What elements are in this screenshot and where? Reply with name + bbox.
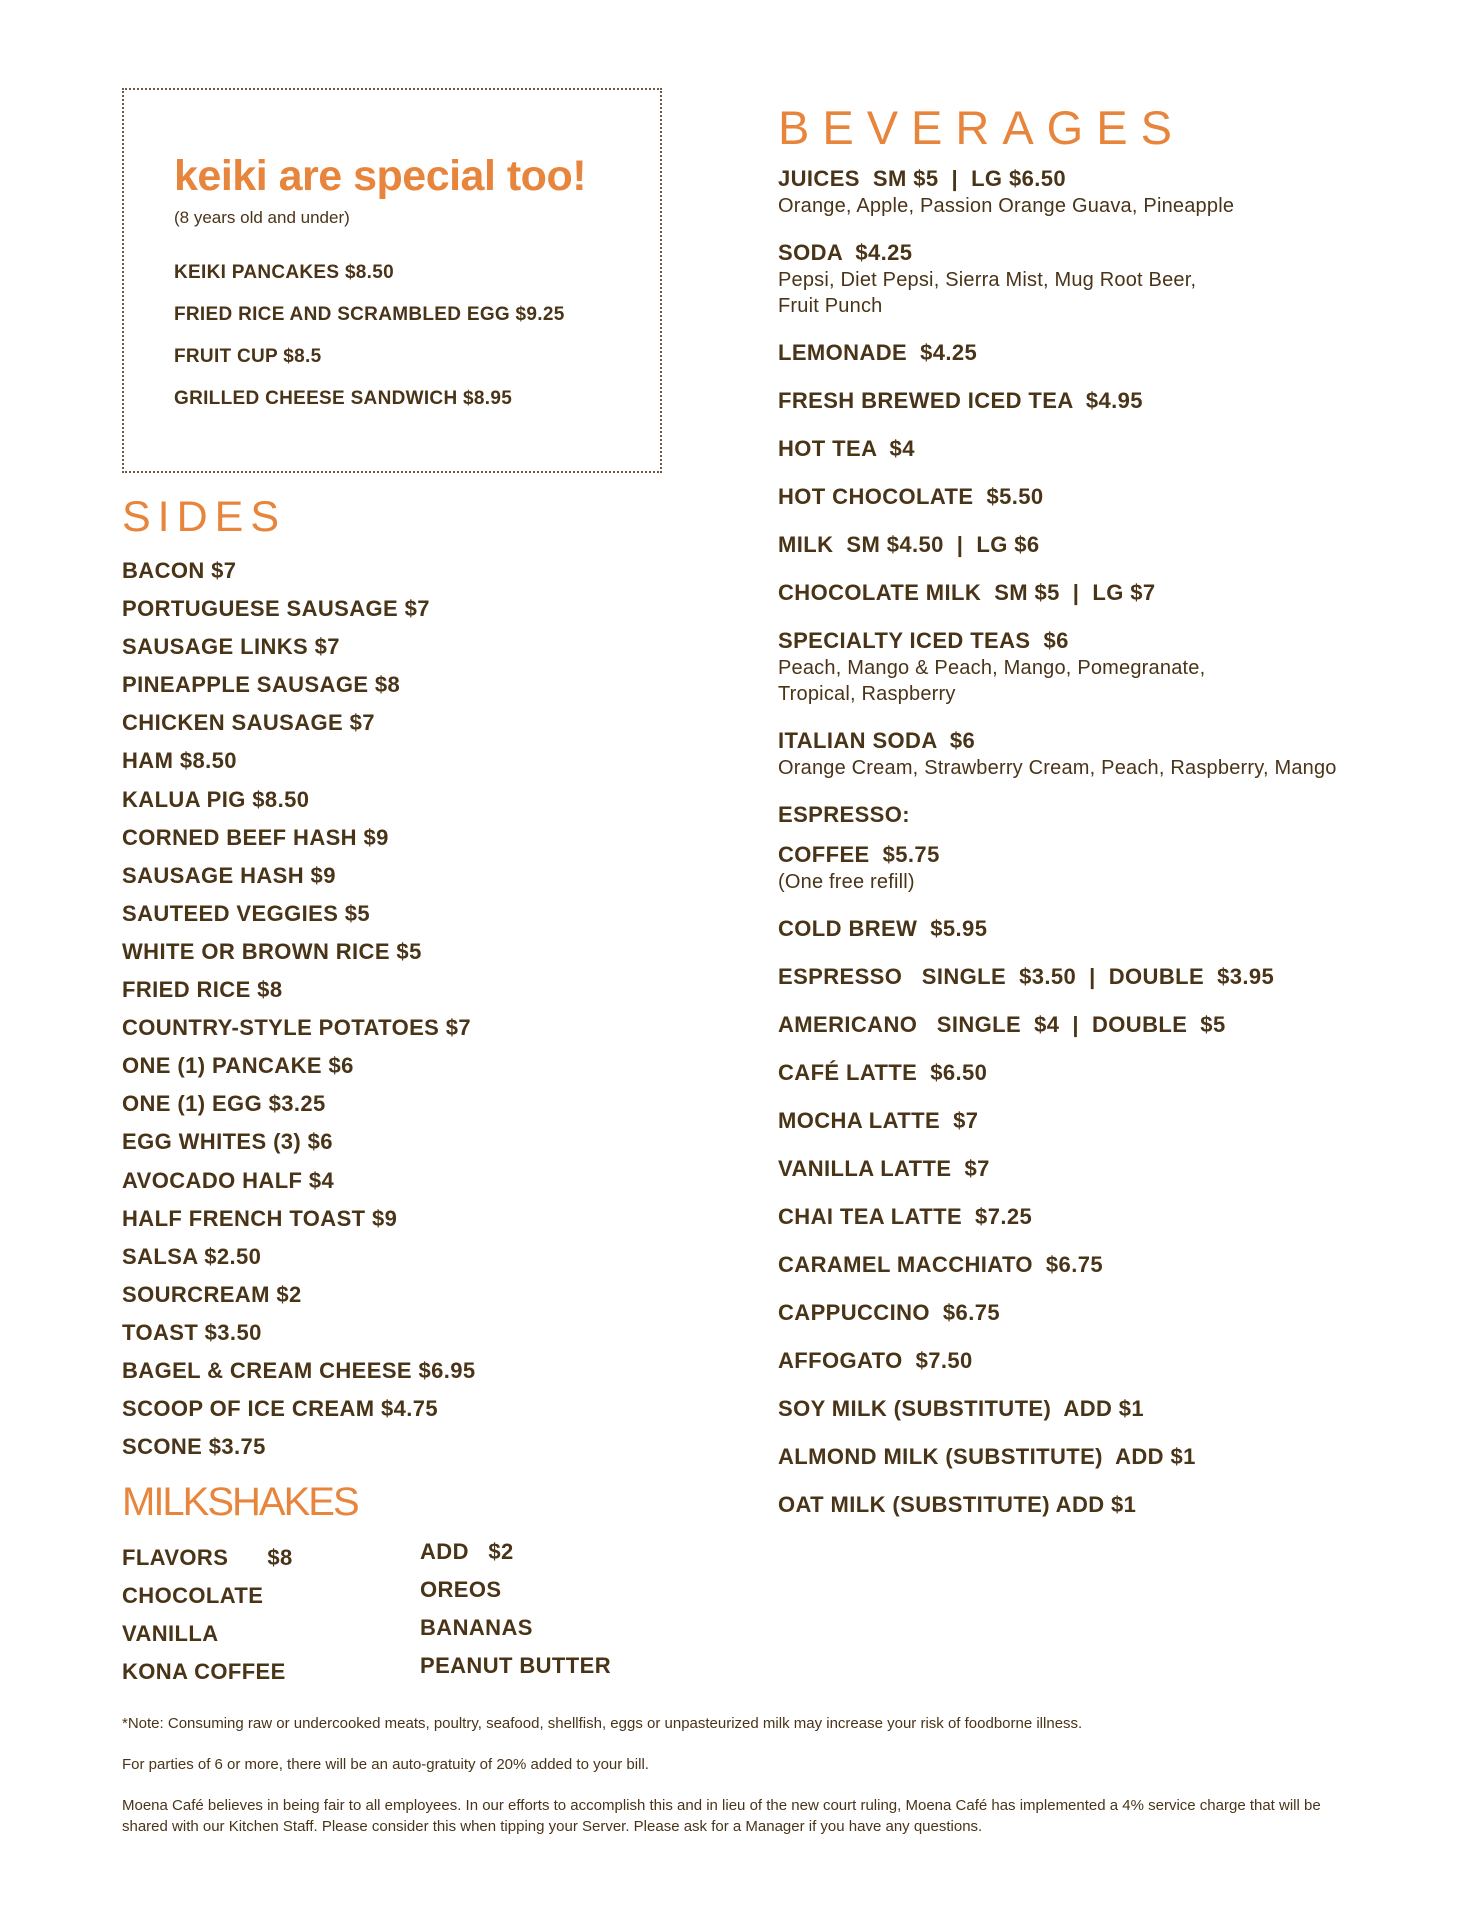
sides-title: SIDES [122,493,287,541]
beverage-description: Peach, Mango & Peach, Mango, Pomegranate, [778,657,1206,679]
beverage-description: Orange, Apple, Passion Orange Guava, Pineapple [778,195,1235,217]
milkshakes-grid [122,1539,742,1691]
side-item: BAGEL & CREAM CHEESE $6.95 [122,1357,476,1383]
side-item: SAUTEED VEGGIES $5 [122,900,371,926]
keiki-title: keiki are special too! [174,152,587,200]
beverage-name: VANILLA LATTE $7 [778,1156,990,1181]
beverage-item [778,1491,1418,1519]
side-item: KALUA PIG $8.50 [122,786,310,812]
beverage-name: SODA $4.25 [778,240,913,265]
beverage-item [778,1395,1418,1423]
beverage-name: CHAI TEA LATTE $7.25 [778,1204,1033,1229]
side-item: CORNED BEEF HASH $9 [122,824,389,850]
milkshake-addon: PEANUT BUTTER [420,1653,611,1679]
beverage-description: Pepsi, Diet Pepsi, Sierra Mist, Mug Root Beer, [778,269,1197,291]
milkshake-flavor: FLAVORS $8 [122,1545,293,1571]
beverage-name: JUICES SM $5 | LG $6.50 [778,166,1066,191]
side-item: HALF FRENCH TOAST $9 [122,1205,398,1231]
beverage-item [778,627,1418,707]
beverage-item [778,435,1418,463]
keiki-item: KEIKI PANCAKES $8.50 [174,262,394,283]
beverage-item [778,801,1418,829]
keiki-item: FRUIT CUP $8.5 [174,346,322,367]
side-item: AVOCADO HALF $4 [122,1167,335,1193]
side-item: ONE (1) EGG $3.25 [122,1091,326,1117]
side-item: SAUSAGE HASH $9 [122,862,336,888]
side-item: EGG WHITES (3) $6 [122,1129,333,1155]
beverage-item [778,1107,1418,1135]
keiki-item: FRIED RICE AND SCRAMBLED EGG $9.25 [174,304,565,325]
side-item: SAUSAGE LINKS $7 [122,634,340,660]
beverage-name: AFFOGATO $7.50 [778,1348,973,1373]
side-item: PORTUGUESE SAUSAGE $7 [122,596,430,622]
side-item: ONE (1) PANCAKE $6 [122,1053,354,1079]
beverage-name: CAFÉ LATTE $6.50 [778,1060,988,1085]
beverage-name: ITALIAN SODA $6 [778,728,976,753]
milkshake-addon: BANANAS [420,1615,533,1641]
beverage-item [778,387,1418,415]
beverage-item [778,963,1418,991]
footer-notes [122,1713,1362,1857]
beverage-item [778,727,1418,781]
beverage-name: HOT CHOCOLATE $5.50 [778,484,1044,509]
side-item: PINEAPPLE SAUSAGE $8 [122,672,401,698]
milkshake-flavors [122,1539,420,1691]
beverage-name: LEMONADE $4.25 [778,340,978,365]
milkshake-flavor: CHOCOLATE [122,1583,264,1609]
sides-list [122,552,742,1466]
keiki-menu-box [122,88,662,473]
beverage-name: CHOCOLATE MILK SM $5 | LG $7 [778,580,1156,605]
beverage-item [778,1155,1418,1183]
beverage-name: CAPPUCCINO $6.75 [778,1300,1000,1325]
service-charge-note: Moena Café believes in being fair to all employees. In our efforts to accomplish this and in lieu of the new court ruling, Moena Café has implemented a 4% service charge that will be shared with our Kitchen Staff. Please consider this when tipping your Server. Please ask for a Manager if you have any questions. [122,1797,1321,1835]
beverage-item [778,531,1418,559]
beverage-item [778,1011,1418,1039]
side-item: CHICKEN SAUSAGE $7 [122,710,375,736]
beverage-name: ESPRESSO: [778,802,910,827]
beverage-name: CARAMEL MACCHIATO $6.75 [778,1252,1103,1277]
beverage-item [778,1203,1418,1231]
beverage-name: MILK SM $4.50 | LG $6 [778,532,1040,557]
beverage-item [778,1299,1418,1327]
beverage-item [778,1347,1418,1375]
side-item: HAM $8.50 [122,748,237,774]
beverage-name: COLD BREW $5.95 [778,916,988,941]
beverage-name: MOCHA LATTE $7 [778,1108,979,1133]
beverage-item [778,1443,1418,1471]
beverage-description: Tropical, Raspberry [778,683,956,705]
beverage-item [778,841,1418,895]
beverage-name: AMERICANO SINGLE $4 | DOUBLE $5 [778,1012,1226,1037]
milkshake-flavor: KONA COFFEE [122,1659,286,1685]
beverage-item [778,483,1418,511]
beverage-name: ALMOND MILK (SUBSTITUTE) ADD $1 [778,1444,1196,1469]
beverage-name: ESPRESSO SINGLE $3.50 | DOUBLE $3.95 [778,964,1275,989]
beverage-name: FRESH BREWED ICED TEA $4.95 [778,388,1143,413]
left-column [122,88,742,1691]
beverage-item [778,579,1418,607]
beverage-item [778,1251,1418,1279]
beverage-name: SPECIALTY ICED TEAS $6 [778,628,1069,653]
beverage-name: OAT MILK (SUBSTITUTE) ADD $1 [778,1492,1137,1517]
side-item: BACON $7 [122,558,237,583]
beverage-name: SOY MILK (SUBSTITUTE) ADD $1 [778,1396,1145,1421]
side-item: SOURCREAM $2 [122,1281,302,1307]
milkshake-addons [420,1539,718,1691]
milkshakes-title: MILKSHAKES [122,1480,358,1525]
milkshake-addon: OREOS [420,1577,502,1603]
beverage-item [778,1059,1418,1087]
beverage-name: HOT TEA $4 [778,436,915,461]
keiki-subtitle: (8 years old and under) [174,208,350,227]
milkshake-addon: ADD $2 [420,1539,514,1565]
beverage-description: Orange Cream, Strawberry Cream, Peach, Raspberry, Mango [778,757,1337,779]
side-item: WHITE OR BROWN RICE $5 [122,938,422,964]
right-column [778,100,1418,1539]
gratuity-note: For parties of 6 or more, there will be an auto-gratuity of 20% added to your bill. [122,1756,649,1773]
beverage-item [778,239,1418,319]
side-item: SALSA $2.50 [122,1243,262,1269]
beverage-description: Fruit Punch [778,295,883,317]
beverages-title: BEVERAGES [778,101,1185,154]
side-item: TOAST $3.50 [122,1319,262,1345]
side-item: COUNTRY-STYLE POTATOES $7 [122,1015,472,1041]
side-item: SCONE $3.75 [122,1434,266,1460]
milkshake-flavor: VANILLA [122,1621,219,1647]
food-safety-note: *Note: Consuming raw or undercooked meats, poultry, seafood, shellfish, eggs or unpasteurized milk may increase your risk of foodborne illness. [122,1715,1083,1732]
beverage-description: (One free refill) [778,871,915,893]
beverage-name: COFFEE $5.75 [778,842,940,867]
side-item: SCOOP OF ICE CREAM $4.75 [122,1396,439,1422]
beverage-item [778,339,1418,367]
side-item: FRIED RICE $8 [122,977,283,1003]
beverage-item [778,915,1418,943]
beverage-item [778,165,1418,219]
keiki-item: GRILLED CHEESE SANDWICH $8.95 [174,388,513,409]
